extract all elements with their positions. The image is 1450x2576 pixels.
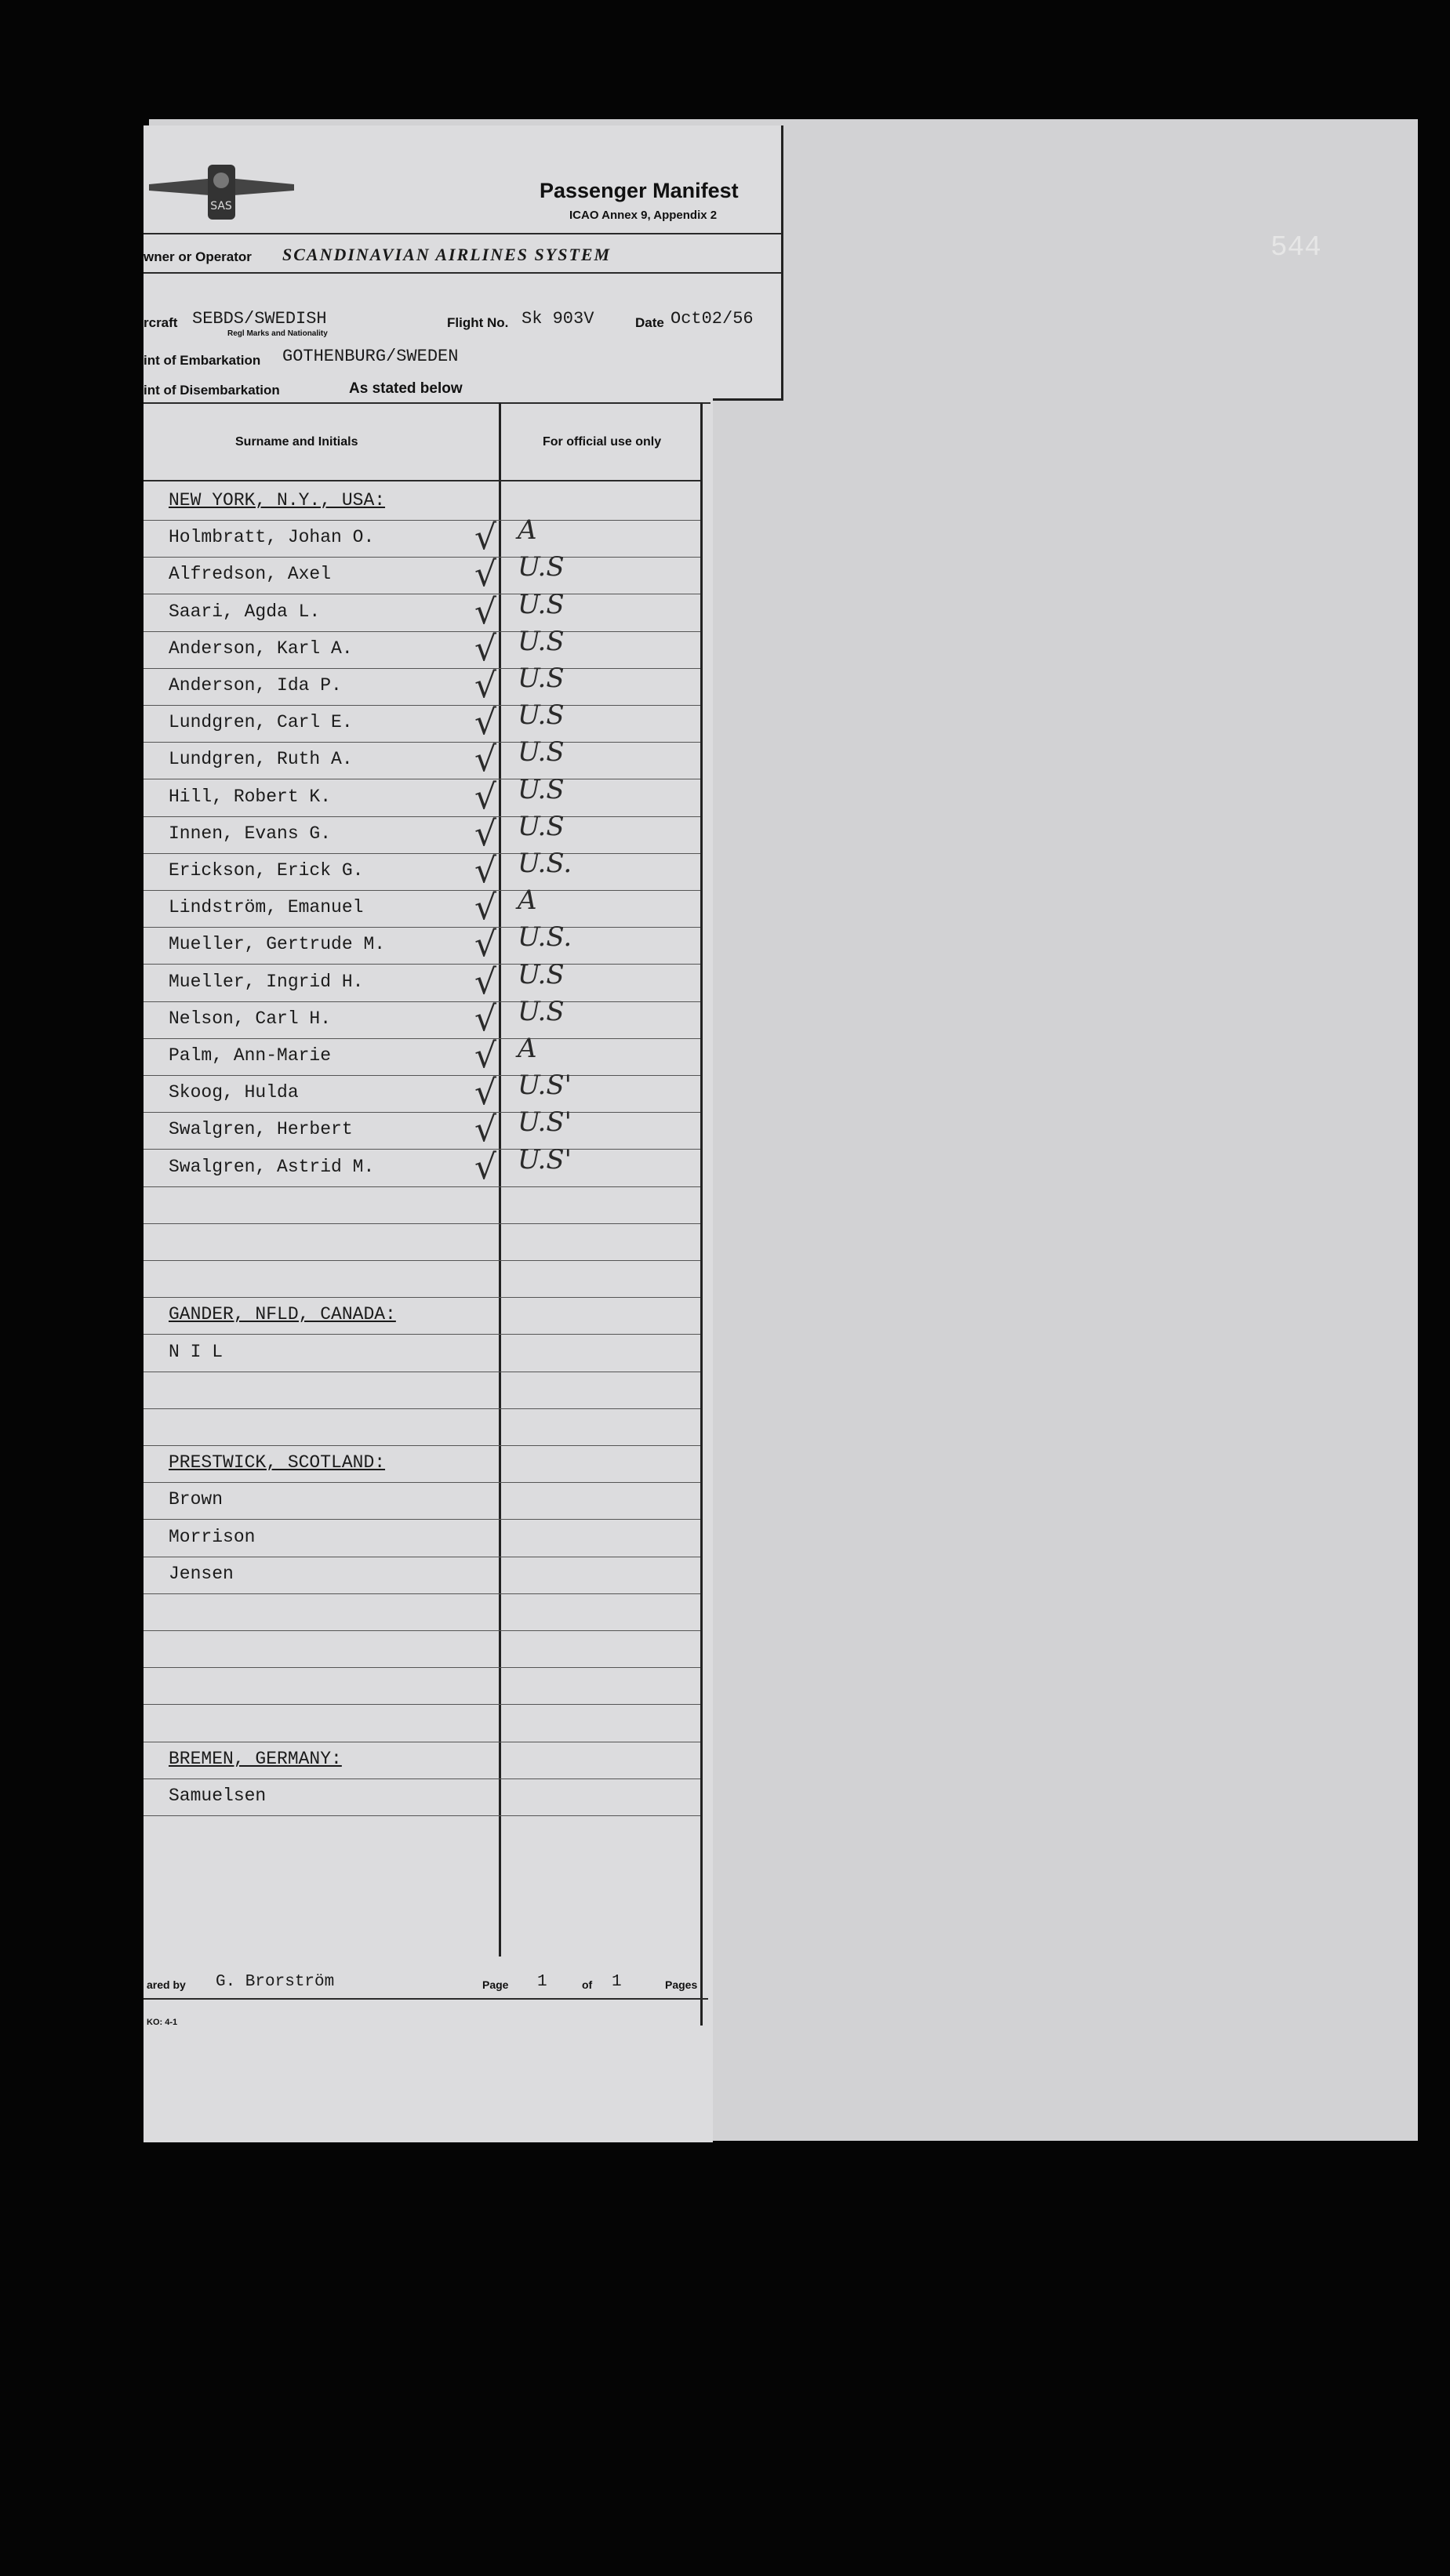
aircraft-sublabel: Regl Marks and Nationality bbox=[227, 329, 328, 338]
column-header-name: Surname and Initials bbox=[235, 435, 358, 449]
checkmark-icon: √ bbox=[474, 666, 497, 706]
checkmark-icon: √ bbox=[474, 554, 497, 595]
passenger-name: Swalgren, Astrid M. bbox=[169, 1156, 375, 1177]
passenger-name: Jensen bbox=[169, 1563, 234, 1584]
passenger-name: Holmbratt, Johan O. bbox=[169, 527, 375, 548]
official-mark: U.S bbox=[518, 699, 565, 732]
manifest-subtitle: ICAO Annex 9, Appendix 2 bbox=[569, 209, 718, 222]
passenger-name: Brown bbox=[169, 1489, 223, 1510]
official-mark: U.S bbox=[518, 551, 565, 583]
passenger-name: Lindström, Emanuel bbox=[169, 897, 364, 918]
checkmark-icon: √ bbox=[474, 1073, 497, 1114]
checkmark-icon: √ bbox=[474, 776, 497, 817]
passenger-name: Nelson, Carl H. bbox=[169, 1008, 332, 1029]
passenger-name: Anderson, Ida P. bbox=[169, 675, 342, 696]
passenger-name: Mueller, Gertrude M. bbox=[169, 934, 386, 955]
official-mark: U.S' bbox=[518, 1143, 572, 1175]
manifest-title: Passenger Manifest bbox=[540, 179, 739, 202]
form-code: KO: 4-1 bbox=[147, 2018, 178, 2027]
date-label: Date bbox=[635, 315, 664, 330]
official-mark: U.S. bbox=[518, 921, 572, 954]
passenger-name: Swalgren, Herbert bbox=[169, 1119, 353, 1140]
passenger-name: Samuelsen bbox=[169, 1786, 267, 1806]
page-value: 1 bbox=[537, 1973, 547, 1991]
passenger-name: Saari, Agda L. bbox=[169, 601, 321, 622]
section-heading: PRESTWICK, SCOTLAND: bbox=[169, 1452, 386, 1473]
svg-text:SAS: SAS bbox=[210, 200, 232, 213]
checkmark-icon: √ bbox=[474, 888, 497, 928]
passenger-name: Alfredson, Axel bbox=[169, 564, 332, 585]
passenger-name: N I L bbox=[169, 1341, 223, 1362]
passenger-name: Innen, Evans G. bbox=[169, 823, 332, 844]
passenger-name: Anderson, Karl A. bbox=[169, 638, 353, 659]
aircraft-value: SEBDS/SWEDISH bbox=[192, 309, 327, 329]
official-mark: U.S bbox=[518, 663, 565, 694]
owner-value: SCANDINAVIAN AIRLINES SYSTEM bbox=[282, 245, 612, 264]
checkmark-icon: √ bbox=[474, 813, 497, 854]
official-mark: A bbox=[518, 1033, 537, 1064]
official-mark: A bbox=[518, 514, 537, 547]
checkmark-icon: √ bbox=[474, 628, 497, 669]
passenger-name: Skoog, Hulda bbox=[169, 1082, 299, 1103]
checkmark-icon: √ bbox=[474, 961, 497, 1002]
checkmark-icon: √ bbox=[474, 518, 497, 558]
sas-logo-icon bbox=[145, 153, 298, 231]
owner-label: wner or Operator bbox=[144, 249, 252, 264]
column-header-official: For official use only bbox=[543, 435, 662, 449]
passenger-name: Palm, Ann-Marie bbox=[169, 1045, 332, 1066]
stamp-number: 544 bbox=[1270, 231, 1321, 263]
checkmark-icon: √ bbox=[474, 1146, 497, 1187]
official-mark: U.S bbox=[518, 625, 565, 657]
prepared-label: ared by bbox=[147, 1978, 186, 1991]
checkmark-icon: √ bbox=[474, 739, 497, 780]
embarkation-label: int of Embarkation bbox=[144, 353, 261, 368]
section-heading: GANDER, NFLD, CANADA: bbox=[169, 1304, 396, 1325]
official-mark: U.S bbox=[518, 588, 565, 620]
prepared-value: G. Brorström bbox=[216, 1973, 335, 1991]
checkmark-icon: √ bbox=[474, 1110, 497, 1150]
aircraft-label: rcraft bbox=[144, 315, 178, 330]
official-mark: U.S' bbox=[518, 1106, 572, 1139]
section-heading: BREMEN, GERMANY: bbox=[169, 1748, 342, 1769]
checkmark-icon: √ bbox=[474, 998, 497, 1039]
flight-value: Sk 903V bbox=[521, 309, 594, 329]
official-mark: U.S bbox=[518, 736, 565, 768]
official-mark: U.S. bbox=[518, 848, 572, 879]
embarkation-value: GOTHENBURG/SWEDEN bbox=[282, 347, 459, 366]
checkmark-icon: √ bbox=[474, 703, 497, 743]
passenger-name: Morrison bbox=[169, 1526, 256, 1547]
checkmark-icon: √ bbox=[474, 925, 497, 965]
passenger-name: Lundgren, Ruth A. bbox=[169, 749, 353, 770]
checkmark-icon: √ bbox=[474, 851, 497, 891]
passenger-name: Erickson, Erick G. bbox=[169, 860, 364, 881]
official-mark: U.S bbox=[518, 810, 565, 842]
checkmark-icon: √ bbox=[474, 1036, 497, 1076]
passenger-name: Mueller, Ingrid H. bbox=[169, 971, 364, 992]
official-mark: U.S' bbox=[518, 1070, 572, 1102]
of-label: of bbox=[582, 1978, 593, 1991]
disembarkation-value: As stated below bbox=[349, 380, 463, 397]
passenger-name: Lundgren, Carl E. bbox=[169, 712, 353, 733]
official-mark: U.S bbox=[518, 958, 565, 990]
official-mark: A bbox=[518, 885, 537, 917]
disembarkation-label: int of Disembarkation bbox=[144, 383, 280, 398]
pages-label: Pages bbox=[665, 1978, 698, 1991]
flight-label: Flight No. bbox=[447, 315, 509, 330]
official-mark: U.S bbox=[518, 995, 565, 1027]
page-label: Page bbox=[482, 1978, 509, 1991]
of-value: 1 bbox=[612, 1973, 622, 1991]
section-heading: NEW YORK, N.Y., USA: bbox=[169, 490, 386, 510]
passenger-name: Hill, Robert K. bbox=[169, 786, 332, 807]
checkmark-icon: √ bbox=[474, 591, 497, 632]
date-value: Oct02/56 bbox=[670, 309, 754, 329]
official-mark: U.S bbox=[518, 773, 565, 805]
